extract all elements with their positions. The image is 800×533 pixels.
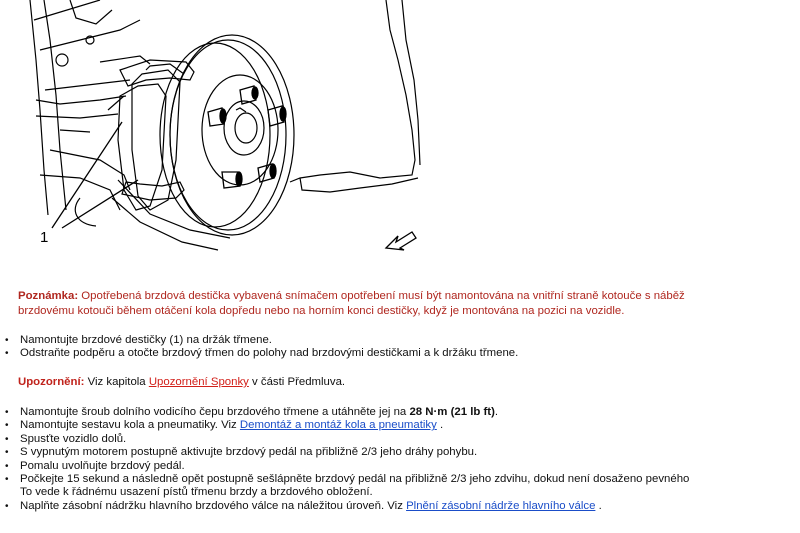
caution-label: Upozornění:	[18, 376, 85, 388]
note-block	[18, 289, 800, 319]
list-item	[0, 473, 689, 500]
list-item: • Pomalu uvolňujte brzdový pedál.	[0, 460, 689, 473]
procedure-steps-b	[0, 406, 689, 513]
list-item	[0, 419, 689, 432]
caution-link-sponky[interactable]: Upozornění Sponky	[148, 376, 249, 388]
step-text: .	[436, 419, 444, 432]
step-text: To vede k řádnému usazení pístů třmenu brzdy a brzdového obložení.	[20, 486, 373, 499]
caution-text-post: v části Předmluva.	[248, 376, 346, 388]
caution-text-pre: Viz kapitola	[84, 376, 149, 388]
callout-number-1: 1	[40, 229, 49, 246]
step-text: .	[595, 499, 602, 512]
procedure-steps-a	[0, 334, 518, 361]
list-item	[0, 500, 689, 513]
step-text: .	[494, 406, 499, 418]
list-item	[0, 406, 689, 419]
note-label: Poznámka:	[18, 290, 79, 302]
caution-block	[18, 376, 345, 388]
note-text-line2: brzdovému kotouči během otáčení kola dopředu nebo na horním konci destičky, když je montována na pozici na vozidle.	[18, 305, 625, 317]
step-text: Namontujte šroub dolního vodicího čepu brzdového třmene a utáhněte jej na	[20, 406, 410, 418]
brake-assembly-illustration	[0, 0, 800, 262]
list-item: • S vypnutým motorem postupně aktivujte brzdový pedál na přibližně 2/3 jeho dráhy pohybu.	[0, 446, 689, 459]
list-item: • Spusťte vozidlo dolů.	[0, 433, 689, 446]
step-text: Naplňte zásobní nádržku hlavního brzdového válce na náležitou úroveň. Viz	[20, 499, 407, 512]
step-text: Počkejte 15 sekund a následně opět postupně sešlápněte brzdový pedál na přibližně 2/3 jeho zdvihu, dokud není dosaženo pevného	[20, 473, 690, 486]
list-item: • Odstraňte podpěru a otočte brzdový třmen do polohy nad brzdovými destičkami a k držáku třmene.	[0, 347, 518, 360]
link-wheel-tire[interactable]: Demontáž a montáž kola a pneumatiky	[239, 419, 437, 432]
torque-spec: 28 N·m (21 lb ft)	[409, 406, 495, 418]
note-text-line1: Opotřebená brzdová destička vybavená snímačem opotřebení musí být namontována na vnitřní straně kotouče s náběž	[78, 290, 685, 302]
link-fill-reservoir[interactable]: Plnění zásobní nádrže hlavního válce	[406, 499, 596, 512]
list-item: • Namontujte brzdové destičky (1) na držák třmene.	[0, 334, 518, 347]
step-text: Namontujte sestavu kola a pneumatiky. Viz	[20, 419, 240, 432]
